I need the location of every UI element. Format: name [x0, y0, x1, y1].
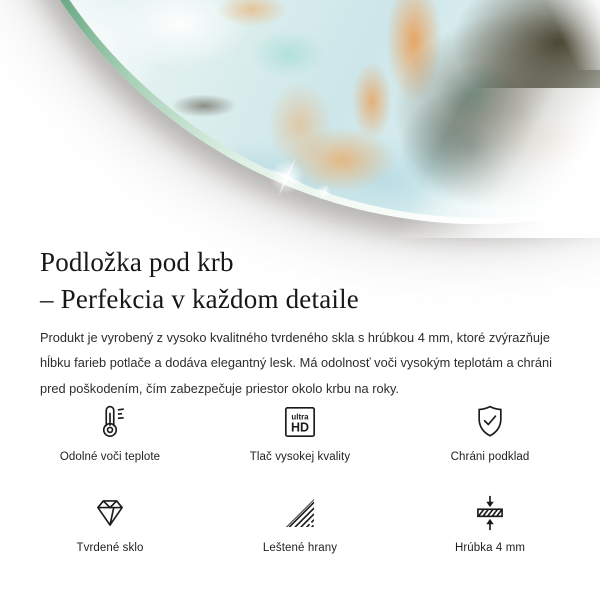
feature-item-tempered-glass — [15, 493, 205, 554]
page-title — [40, 244, 359, 318]
ultra-hd-icon — [280, 402, 320, 442]
thickness-icon — [470, 493, 510, 533]
product-description: Produkt je vyrobený z vysoko kvalitného tvrdeného skla s hrúbkou 4 mm, ktoré zvýrazňuje hĺbku farieb potlače a dodáva elegantný lesk. Má odolnosť voči vysokým teplotám a chráni pred poškodením, čím zabezpečuje priestor okolo krbu na roky. — [40, 329, 552, 396]
feature-label: Odolné voči teplote — [59, 451, 161, 463]
marble-artwork — [0, 0, 600, 218]
feature-label: Tlač vysokej kvality — [249, 451, 351, 463]
feature-item-protects-surface — [395, 402, 585, 463]
feature-label: Tvrdené sklo — [76, 542, 144, 554]
diamond-icon — [90, 493, 130, 533]
feature-label: Chráni podklad — [450, 451, 530, 463]
feature-label: Leštené hrany — [262, 542, 338, 554]
sparkle-glint-icon — [258, 148, 316, 206]
sparkle-glint-small-icon — [312, 180, 336, 204]
photo-corner-fade — [540, 0, 600, 70]
feature-item-thickness — [395, 493, 585, 554]
photo-fade-overlay — [360, 88, 600, 238]
svg-text:ultra: ultra — [291, 412, 309, 422]
page-title-line2: – Perfekcia v každom detaile — [40, 284, 359, 315]
feature-item-polished-edges — [205, 493, 395, 554]
glass-edge — [0, 0, 600, 224]
svg-text:HD: HD — [290, 420, 310, 435]
feature-item-heat-resistant — [15, 402, 205, 463]
feature-item-print-quality — [205, 402, 395, 463]
feature-grid — [15, 402, 585, 554]
glass-pad-circle — [0, 0, 600, 218]
feature-label: Hrúbka 4 mm — [454, 542, 526, 554]
polished-edges-icon — [280, 493, 320, 533]
page-title-line1: Podložka pod krb — [40, 247, 234, 278]
shield-check-icon — [470, 402, 510, 442]
thermometer-icon — [90, 402, 130, 442]
